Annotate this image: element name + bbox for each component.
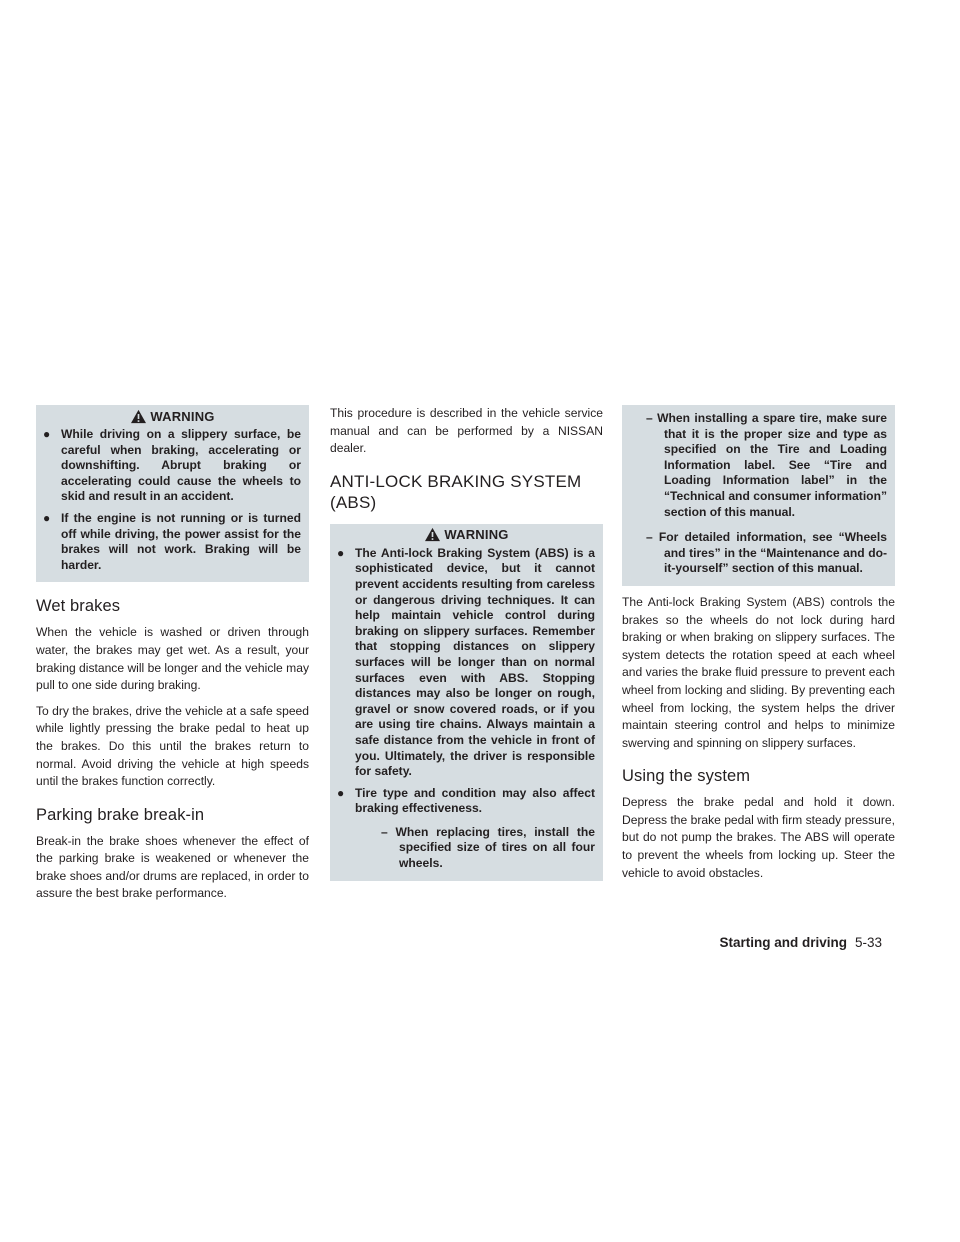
column-1 xyxy=(36,405,309,911)
warning-list xyxy=(36,427,309,573)
paragraph: Depress the brake pedal and hold it down. Depress the brake pedal with firm steady pressure, but do not pump the brakes. The ABS will operate to prevent the wheels from locking up. Steer the vehicle to avoid obstacles. xyxy=(622,795,895,880)
warning-title: WARNING xyxy=(150,408,215,424)
column-3 xyxy=(622,405,895,890)
paragraph: The Anti-lock Braking System (ABS) controls the brakes so the wheels do not lock during hard braking or when braking on slippery surfaces. The system detects the rotation speed at each wheel and varies the brake fluid pressure to prevent each wheel from locking and sliding. By preventing each wheel from locking, the system helps the driver maintain steering control and helps to minimize swerving and spinning on slippery surfaces. xyxy=(622,594,895,750)
bullet-icon: ● xyxy=(337,545,345,560)
warning-box-brakes xyxy=(36,405,309,582)
warning-header xyxy=(330,524,603,546)
warning-list xyxy=(330,546,603,872)
warning-header xyxy=(36,405,309,427)
bullet-icon: ● xyxy=(337,785,345,800)
warning-title: WARNING xyxy=(444,527,509,543)
section-heading-using-system: Using the system xyxy=(622,767,751,786)
warning-triangle-icon xyxy=(424,527,441,542)
footer-section-title: Starting and driving xyxy=(719,935,847,950)
warning-item: ● The Anti-lock Braking System (ABS) is a sophisticated device, but it cannot prevent accidents resulting from careless or dangerous driving techniques. It can help maintain vehicle control during braking on slippery surfaces. Remember that stopping distances on slippery surfaces will be longer than on normal surfaces even with ABS. Stopping distances may also be longer on rough, gravel or snow covered roads, or if you are using tire chains. Always maintain a safe distance from the vehicle in front of you. Ultimately, the driver is responsible for safety. xyxy=(337,545,595,779)
warning-sub-item: – For detailed information, see “Wheels and tires” in the “Maintenance and do-it-yourself” section of this manual. xyxy=(646,530,887,576)
page-number: 5-33 xyxy=(854,935,882,950)
warning-item: ● While driving on a slippery surface, be careful when braking, accelerating or downshifting. Abrupt braking or accelerating could cause the wheels to skid and result in an accident. xyxy=(43,427,301,504)
column-2 xyxy=(330,405,603,881)
paragraph: When the vehicle is washed or driven through water, the brakes may get wet. As a result, your braking distance will be longer and the vehicle may pull to one side during braking. xyxy=(36,625,309,693)
section-heading-wet-brakes: Wet brakes xyxy=(36,597,121,616)
warning-box-abs xyxy=(330,524,603,881)
warning-triangle-icon xyxy=(130,409,147,424)
paragraph: This procedure is described in the vehicle service manual and can be performed by a NISSAN dealer. xyxy=(330,406,603,456)
section-heading-abs: ANTI-LOCK BRAKING SYSTEM (ABS) xyxy=(330,471,582,512)
warning-item: ● Tire type and condition may also affect braking effectiveness. – When replacing tires, install the specified size of tires on all four wheels. xyxy=(337,785,595,871)
warning-sub-item: – When replacing tires, install the specified size of tires on all four wheels. xyxy=(381,824,595,871)
warning-item: ● If the engine is not running or is turned off while driving, the power assist for the brakes will not work. Braking will be harder. xyxy=(43,510,301,572)
warning-sub-item: – When installing a spare tire, make sure that it is the proper size and type as specified on the Tire and Loading Information label. See “Tire and Loading Information label” in the “Technical and consumer information” section of this manual. xyxy=(646,411,887,519)
warning-box-continued xyxy=(622,405,895,586)
page-footer xyxy=(719,935,882,950)
section-heading-parking-brake: Parking brake break-in xyxy=(36,805,205,824)
bullet-icon: ● xyxy=(43,510,51,525)
paragraph: Break-in the brake shoes whenever the effect of the parking brake is weakened or whenever the brake shoes and/or drums are replaced, in order to assure the best brake performance. xyxy=(36,833,309,901)
paragraph: To dry the brakes, drive the vehicle at a safe speed while lightly pressing the brake pedal to heat up the brakes. Do this until the brakes return to normal. Avoid driving the vehicle at high speeds until the brakes function correctly. xyxy=(36,703,309,789)
bullet-icon: ● xyxy=(43,427,51,441)
